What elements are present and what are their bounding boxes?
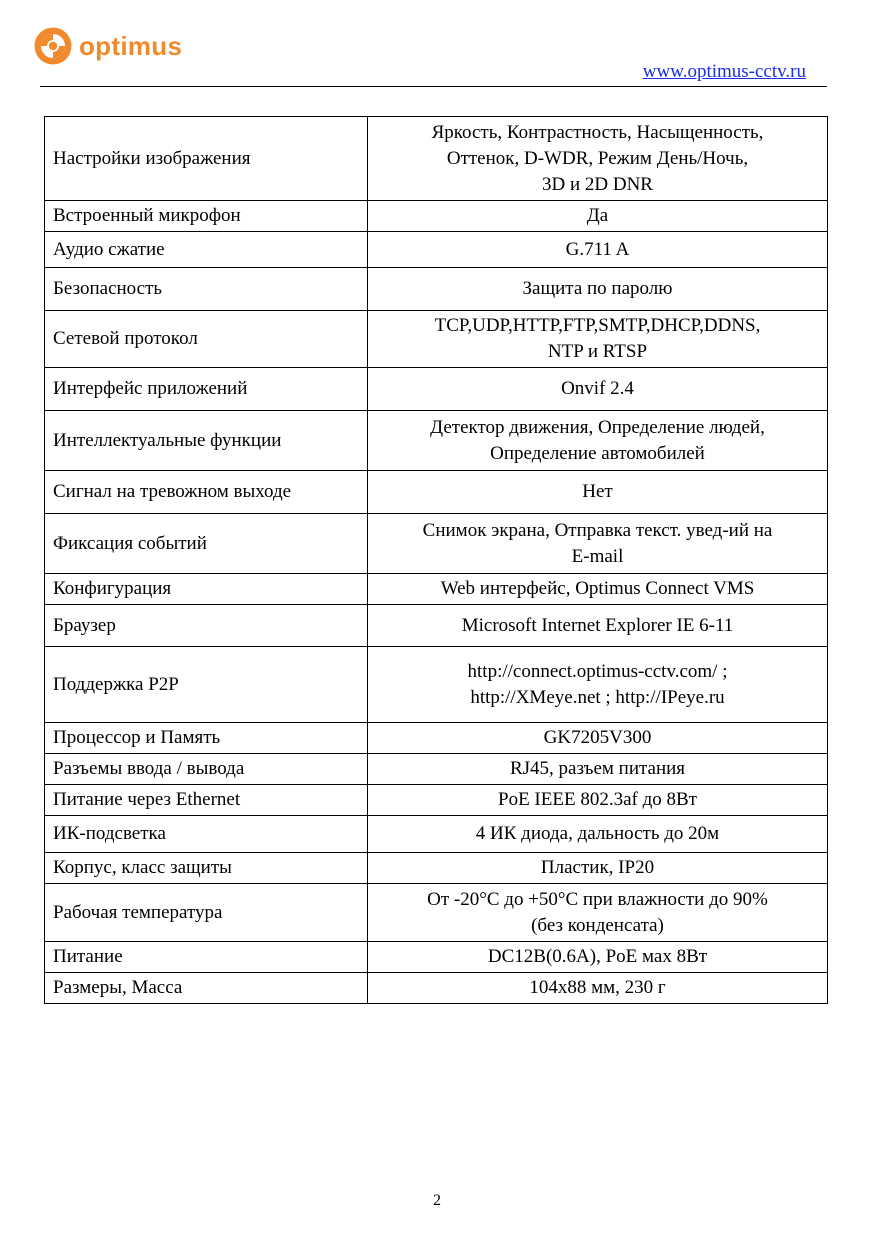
spec-value-line: TCP,UDP,HTTP,FTP,SMTP,DHCP,DDNS, (434, 315, 761, 336)
spec-key: Аудио сжатие (45, 232, 368, 268)
spec-value-line: От -20°С до +50°С при влажности до 90% (427, 888, 768, 910)
spec-value-line: Да (586, 205, 609, 226)
spec-row (45, 884, 828, 942)
spec-row (45, 117, 828, 201)
spec-key: Интеллектуальные функции (45, 411, 368, 471)
spec-row (45, 201, 828, 232)
spec-value-line: Microsoft Internet Explorer IE 6-11 (461, 614, 734, 636)
spec-value-line: 4 ИК диода, дальность до 20м (475, 823, 720, 844)
header-divider (40, 86, 827, 87)
spec-row (45, 853, 828, 884)
spec-value-line: Web интерфейс, Optimus Connect VMS (440, 578, 755, 599)
spec-row (45, 754, 828, 785)
spec-row (45, 311, 828, 368)
spec-value-line: Оттенок, D-WDR, Режим День/Ночь, (446, 147, 749, 169)
spec-value-line: E-mail (571, 545, 624, 567)
spec-value-line: Onvif 2.4 (561, 378, 634, 399)
spec-row (45, 574, 828, 605)
spec-key: Сигнал на тревожном выходе (45, 471, 368, 514)
spec-key: Сетевой протокол (45, 311, 368, 368)
spec-value (368, 605, 828, 647)
website-link[interactable]: www.optimus-cctv.ru (642, 61, 806, 82)
spec-row (45, 605, 828, 647)
spec-key: Питание (45, 942, 368, 973)
spec-row (45, 785, 828, 816)
spec-value (368, 117, 828, 201)
spec-value (368, 853, 828, 884)
spec-value (368, 816, 828, 853)
spec-key: Конфигурация (45, 574, 368, 605)
spec-key: Настройки изображения (45, 117, 368, 201)
spec-value (368, 942, 828, 973)
brand-logo (33, 26, 182, 66)
spec-key: Браузер (45, 605, 368, 647)
spec-key: Безопасность (45, 268, 368, 311)
optimus-logo-icon (33, 26, 73, 66)
spec-value (368, 754, 828, 785)
spec-value (368, 884, 828, 942)
spec-table (44, 116, 828, 1004)
spec-value-line: Защита по паролю (522, 278, 673, 299)
spec-key: Процессор и Память (45, 723, 368, 754)
spec-row (45, 816, 828, 853)
spec-key: Разъемы ввода / вывода (45, 754, 368, 785)
spec-value (368, 574, 828, 605)
spec-value-line: GK7205V300 (543, 727, 652, 748)
spec-row (45, 232, 828, 268)
spec-row (45, 973, 828, 1004)
spec-value-line: Определение автомобилей (490, 442, 705, 464)
spec-value (368, 311, 828, 368)
spec-value-line: (без конденсата) (531, 914, 664, 936)
spec-value-line: RJ45, разъем питания (509, 758, 686, 779)
spec-key: Фиксация событий (45, 514, 368, 574)
spec-key: Корпус, класс защиты (45, 853, 368, 884)
spec-value-line: 104x88 мм, 230 г (529, 977, 666, 998)
spec-row (45, 368, 828, 411)
spec-row (45, 647, 828, 723)
spec-value (368, 268, 828, 311)
spec-key: Интерфейс приложений (45, 368, 368, 411)
spec-value (368, 973, 828, 1004)
spec-value (368, 232, 828, 268)
spec-key: Рабочая температура (45, 884, 368, 942)
spec-value (368, 785, 828, 816)
spec-key: Размеры, Масса (45, 973, 368, 1004)
spec-value (368, 514, 828, 574)
spec-row (45, 942, 828, 973)
spec-value-line: PoE IEEE 802.3af до 8Вт (498, 789, 697, 810)
spec-value-line: DC12В(0.6А), PoE мах 8Вт (487, 946, 708, 967)
spec-value (368, 411, 828, 471)
spec-value-line: http://connect.optimus-cctv.com/ ; (467, 660, 728, 682)
spec-row (45, 514, 828, 574)
spec-key: Встроенный микрофон (45, 201, 368, 232)
spec-value (368, 647, 828, 723)
spec-key: Поддержка P2P (45, 647, 368, 723)
spec-value-line: Нет (582, 481, 613, 502)
page-number: 2 (433, 1192, 441, 1209)
spec-row (45, 471, 828, 514)
spec-value (368, 201, 828, 232)
spec-value-line: Снимок экрана, Отправка текст. увед-ий на (422, 519, 773, 541)
spec-value-line: Детектор движения, Определение людей, (430, 416, 765, 438)
spec-row (45, 411, 828, 471)
spec-value (368, 471, 828, 514)
spec-key: Питание через Ethernet (45, 785, 368, 816)
spec-value (368, 368, 828, 411)
spec-value-line: G.711 A (565, 238, 630, 260)
spec-value-line: NTP и RTSP (547, 341, 648, 362)
spec-key: ИК-подсветка (45, 816, 368, 853)
spec-value-line: Пластик, IP20 (540, 857, 655, 878)
spec-value-line: http://XMeye.net ; http://IPeye.ru (470, 686, 725, 708)
logo-text: optimus (79, 31, 183, 61)
spec-value-line: 3D и 2D DNR (542, 173, 653, 195)
spec-row (45, 268, 828, 311)
spec-value-line: Яркость, Контрастность, Насыщенность, (431, 121, 764, 143)
spec-value (368, 723, 828, 754)
spec-row (45, 723, 828, 754)
